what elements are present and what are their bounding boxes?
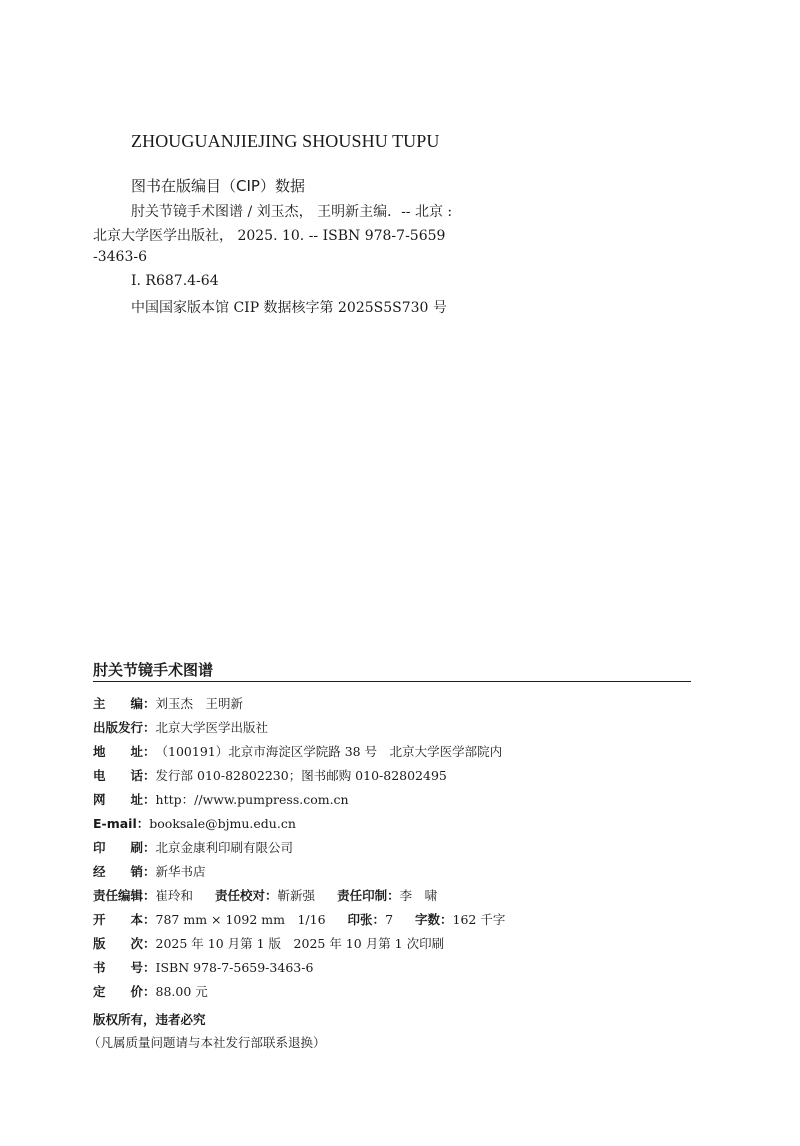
email-label: E-mail： xyxy=(93,816,150,831)
isbn-value: ISBN 978-7-5659-3463-6 xyxy=(155,960,314,975)
price-value: 88.00 元 xyxy=(155,984,208,999)
website-value: http：//www.pumpress.com.cn xyxy=(155,792,349,807)
edition-value: 2025 年 10 月第 1 版 2025 年 10 月第 1 次印刷 xyxy=(155,936,445,951)
cip-line-1: 肘关节镜手术图谱 / 刘玉杰， 王明新主编．-- 北京 : xyxy=(131,204,453,220)
colophon-phone xyxy=(93,766,447,784)
cip-heading: 图书在版编目（CIP）数据 xyxy=(131,177,305,195)
website-label: 网 址： xyxy=(93,792,156,807)
colophon-website xyxy=(93,790,349,808)
colophon-printer xyxy=(93,838,293,856)
isbn-label: 书 号： xyxy=(93,960,156,975)
editor-label: 主 编： xyxy=(93,696,156,711)
return-notice: （凡属质量问题请与本社发行部联系退换） xyxy=(88,1035,326,1050)
printer-label: 印 刷： xyxy=(93,840,156,855)
printer-value: 北京金康利印刷有限公司 xyxy=(155,840,294,855)
email-value: booksale@bjmu.edu.cn xyxy=(149,816,296,831)
sheets-label: 印张： xyxy=(347,912,386,927)
phone-label: 电 话： xyxy=(93,768,156,783)
responsible-editor-value: 崔玲和 xyxy=(155,888,194,903)
copyright-notice: 版权所有，违者必究 xyxy=(93,1012,206,1027)
address-value: （100191）北京市海淀区学院路 38 号 北京大学医学部院内 xyxy=(155,744,503,759)
colophon-distributor xyxy=(93,862,206,880)
colophon-format xyxy=(93,910,505,928)
format-value: 787 mm × 1092 mm 1/16 xyxy=(155,912,326,927)
colophon-address xyxy=(93,742,502,760)
colophon-price xyxy=(93,982,208,1000)
colophon-edition xyxy=(93,934,444,952)
cip-classification: Ⅰ. R687.4-64 xyxy=(131,273,219,289)
edition-label: 版 次： xyxy=(93,936,156,951)
editor-value: 刘玉杰 王明新 xyxy=(155,696,244,711)
colophon-publisher xyxy=(93,718,268,736)
pinyin-title: ZHOUGUANJIEJING SHOUSHU TUPU xyxy=(131,131,440,151)
responsible-proof-label: 责任校对： xyxy=(215,888,278,903)
words-label: 字数： xyxy=(415,912,453,927)
price-label: 定 价： xyxy=(93,984,156,999)
sheets-value: 7 xyxy=(385,912,394,927)
address-label: 地 址： xyxy=(93,744,156,759)
responsible-proof-value: 靳新强 xyxy=(277,888,316,903)
publisher-value: 北京大学医学出版社 xyxy=(155,720,269,735)
cip-record-number: 中国国家版本馆 CIP 数据核字第 2025S5S730 号 xyxy=(131,300,447,316)
colophon-email xyxy=(93,814,296,832)
responsible-print-label: 责任印制： xyxy=(337,888,400,903)
colophon-editor xyxy=(93,694,243,712)
phone-value: 发行部 010-82802230；图书邮购 010-82802495 xyxy=(155,768,447,783)
colophon-isbn xyxy=(93,958,313,976)
distributor-label: 经 销： xyxy=(93,864,156,879)
format-label: 开 本： xyxy=(93,912,156,927)
colophon-responsible xyxy=(93,886,437,904)
title-divider xyxy=(93,681,691,682)
colophon-title: 肘关节镜手术图谱 xyxy=(93,661,214,679)
words-value: 162 千字 xyxy=(452,912,506,927)
publisher-label: 出版发行： xyxy=(93,720,156,735)
cip-line-2: 北京大学医学出版社， 2025. 10. -- ISBN 978-7-5659 xyxy=(93,228,446,244)
responsible-editor-label: 责任编辑： xyxy=(93,888,156,903)
cip-line-3: -3463-6 xyxy=(93,249,147,265)
responsible-print-value: 李 啸 xyxy=(399,888,438,903)
distributor-value: 新华书店 xyxy=(155,864,206,879)
